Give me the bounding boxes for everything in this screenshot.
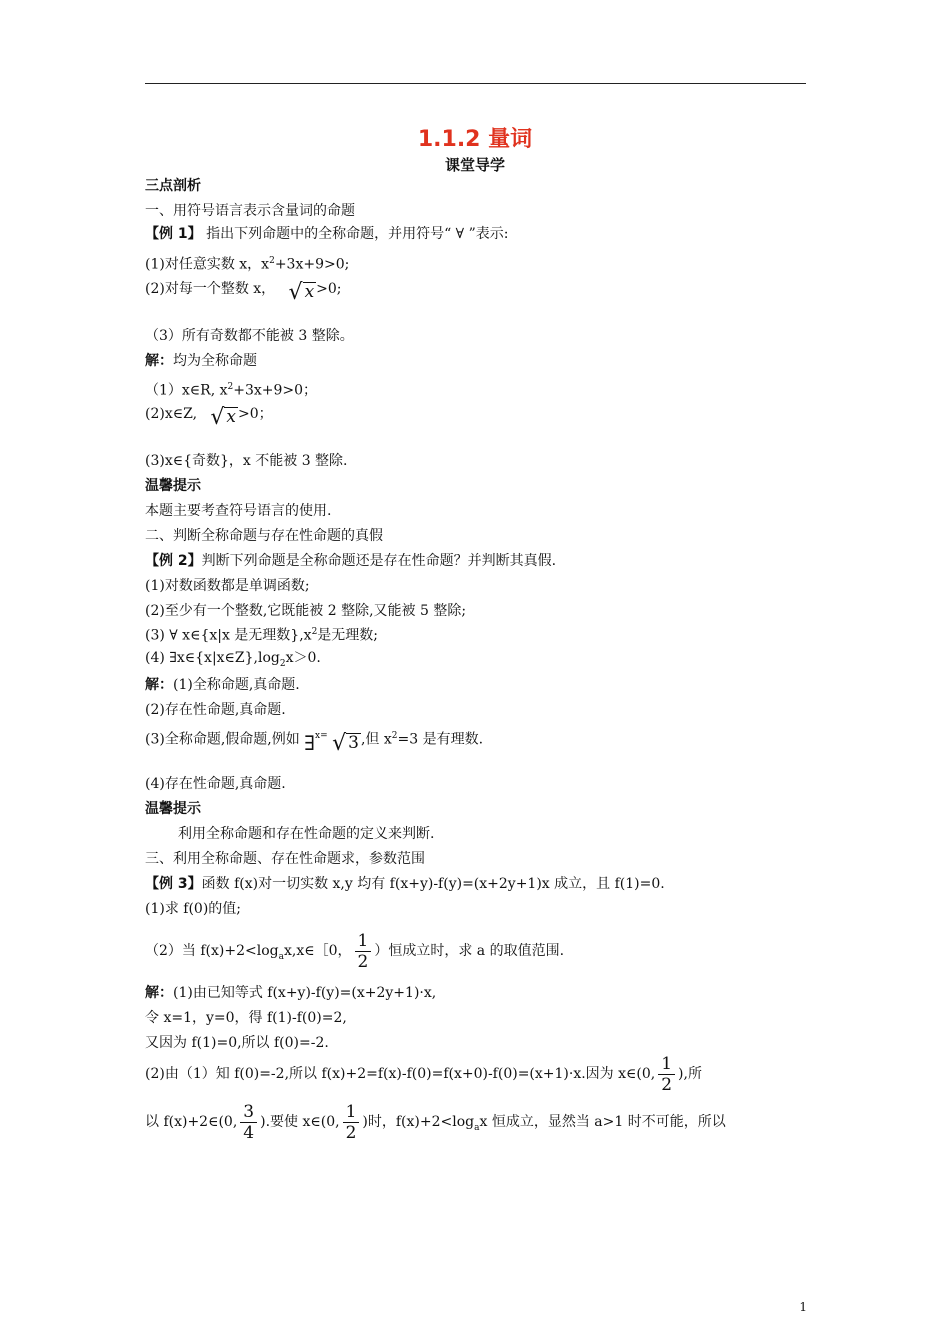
tip-text: 本题主要考查符号语言的使用. bbox=[145, 503, 332, 519]
header-rule bbox=[145, 83, 806, 84]
example-3-q1: (1)求 f(0)的值; bbox=[145, 901, 242, 917]
example-2-a4: (4)存在性命题,真命题. bbox=[145, 776, 286, 792]
example-3-q2: （2）当 $f(x)+2<\log_ax,x\in[0$， $\frac{1}{2}$ ）恒成立时，求 a 的取值范围. bbox=[145, 930, 565, 972]
example-1-a2: (2)x∈Z, √ x >0； bbox=[145, 405, 273, 430]
example-3-stem: 【例 3】函数 f(x)对一切实数 x,y 均有 f(x+y)-f(y)=(x+2y+1)x 成立，且 f(1)=0. bbox=[145, 876, 665, 892]
example-1-a3: (3)x∈{奇数}，x 不能被 3 整除. bbox=[145, 453, 348, 469]
example-2-q1: (1)对数函数都是单调函数; bbox=[145, 578, 310, 594]
example-3-a4: (2)由（1）知 f(0)=-2,所以 f(x)+2=f(x)-f(0)=f(x+0)-f(0)=(x+1)·x.因为 x∈(0, $\frac{1}{2}$ ),所 bbox=[145, 1053, 702, 1095]
example-3-a2: 令 x=1，y=0，得 f(1)-f(0)=2, bbox=[145, 1010, 347, 1026]
example-2-q4: (4) $\exists x\in\{x|x\in Z\},\log_2x>0$. bbox=[145, 650, 321, 669]
example-3-a1: 解：(1)由已知等式 f(x+y)-f(y)=(x+2y+1)·x, bbox=[145, 985, 437, 1001]
tip-heading: 温馨提示 bbox=[145, 478, 201, 494]
tip-heading: 温馨提示 bbox=[145, 801, 201, 817]
section-heading: 三点剖析 bbox=[145, 178, 201, 194]
section-2: 二、判断全称命题与存在性命题的真假 bbox=[145, 528, 383, 544]
example-2-a1: 解：(1)全称命题,真命题. bbox=[145, 677, 300, 693]
example-1-q2: (2)对每一个整数 x， √ x >0; bbox=[145, 280, 342, 305]
example-1-q1: (1)对任意实数 x，$x^2+3x+9>0$; bbox=[145, 256, 350, 273]
page-subtitle: 课堂导学 bbox=[444, 156, 505, 174]
section-3: 三、利用全称命题、存在性命题求，参数范围 bbox=[145, 851, 425, 867]
page-title: 1.1.2 量词 bbox=[417, 127, 533, 152]
example-1-stem: 【例 1】 指出下列命题中的全称命题，并用符号“ ∀ ”表示: bbox=[145, 226, 509, 242]
example-3-a3: 又因为 f(1)=0,所以 f(0)=-2. bbox=[145, 1035, 329, 1051]
example-1-q3: （3）所有奇数都不能被 3 整除。 bbox=[145, 328, 354, 344]
tip-text: 利用全称命题和存在性命题的定义来判断. bbox=[178, 826, 435, 842]
page-number: 1 bbox=[799, 1300, 807, 1314]
example-1-solution: 解：均为全称命题 bbox=[145, 353, 257, 369]
example-2-q2: (2)至少有一个整数,它既能被 2 整除,又能被 5 整除; bbox=[145, 603, 467, 619]
example-2-a3: (3)全称命题,假命题,例如 ∃$^{x=}$ √ 3 ,但 $x^2=3$ 是有理数. bbox=[145, 730, 484, 756]
example-2-stem: 【例 2】判断下列命题是全称命题还是存在性命题？并判断其真假. bbox=[145, 553, 557, 569]
section-1: 一、用符号语言表示含量词的命题 bbox=[145, 203, 355, 219]
example-3-a5: 以 f(x)+2∈(0, $\frac{3}{4}$ ).要使 x∈(0, $\frac{1}{2}$ )时，$f(x)+2<\log_ax$ 恒成立，显然当 a>1 时不可能，所以 bbox=[145, 1101, 726, 1143]
example-1-a1: （1）x∈R, $x^2+3x+9>0$； bbox=[145, 382, 318, 399]
example-2-a2: (2)存在性命题,真命题. bbox=[145, 702, 286, 718]
example-2-q3: (3) ∀ x∈{x|x 是无理数}$,x^2$是无理数; bbox=[145, 627, 379, 644]
